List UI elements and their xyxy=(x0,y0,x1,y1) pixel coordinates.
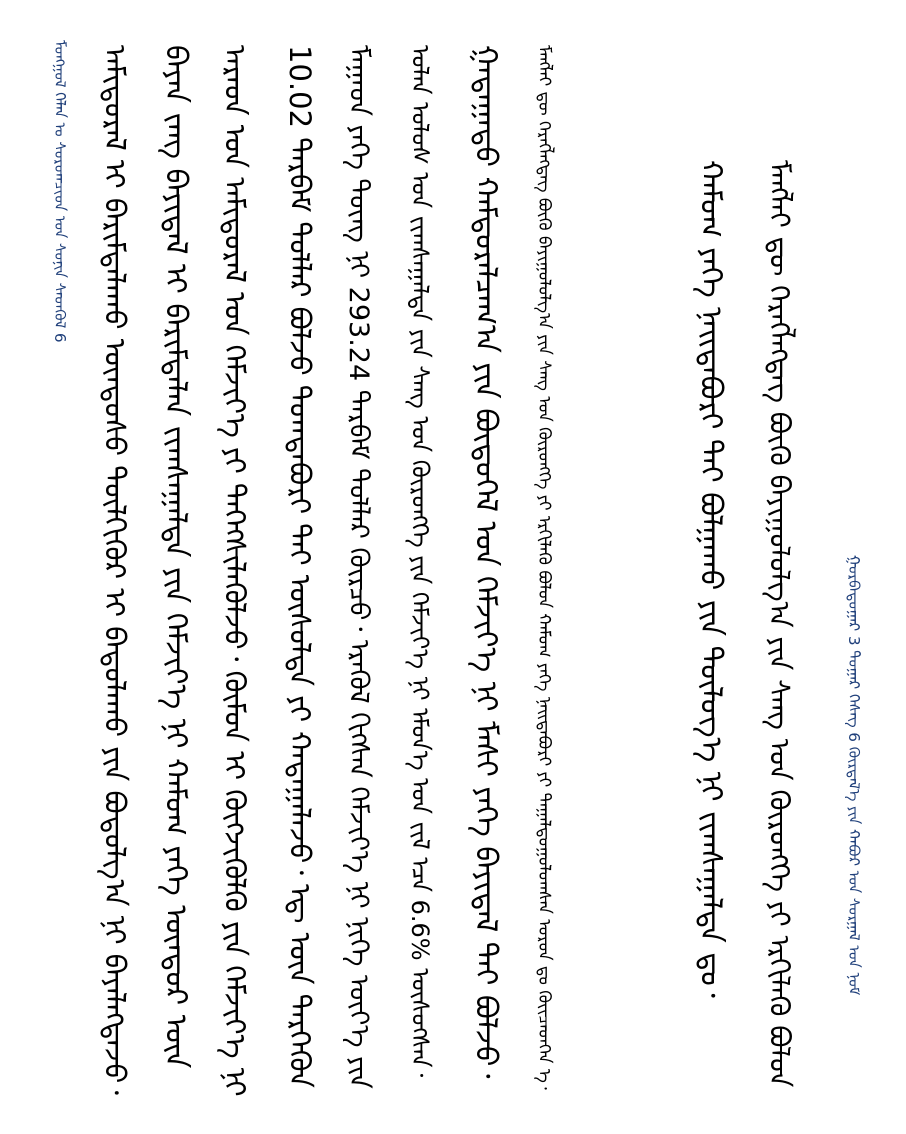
body-line-3: ᠠᠷᠠᠳ ᠤᠨ ᠠᠮᠢᠳᠤᠷᠠᠯ ᠤᠨ ᠬᠡᠮᠵᠢᠶ᠎ᠡ ᠶᠢ ᠳᠡᠭᠡᠭᠰᠢᠯᠡᠭᠦᠯᠵᠦ᠂ ᠬᠦᠮᠦᠨ ᠢ ᠬᠥᠭᠵᠢᠭᠦᠯᠬᠦ ᠶᠢᠨ ᠬᠡᠮᠵᠢᠶ᠎ᠡ ᠨᠢ xyxy=(218,45,252,1097)
body-line-1: ᠠᠮᠢᠳᠤᠷᠠᠯ ᠢ ᠪᠠᠷᠢᠮᠲᠠᠯᠠᠬᠤ ᠦᠨᠳᠦᠰᠦ ᠲᠦᠯᠬᠢᠭᠦᠷ ᠢ ᠪᠠᠲᠤᠯᠠᠬᠤ ᠶᠢᠨ ᠪᠣᠳᠤᠯᠭ᠎ᠠ ᠨᠢ ᠪᠡᠶᠡᠯᠡᠭᠳᠡᠵᠦ᠂ xyxy=(98,45,132,1095)
body-line-7: ᠭᠠᠳᠠᠭᠠᠳᠤ ᠬᠠᠮᠲᠤᠷᠠᠯᠴᠠᠭ᠎ᠠ ᠶᠢᠨ ᠪᠦᠲᠦᠭᠡᠯ ᠤᠨ ᠬᠡᠮᠵᠢᠶ᠎ᠡ ᠨᠢ ᠮᠠᠰᠢ ᠶᠡᠬᠡ ᠪᠠᠶᠢᠳᠠᠯ ᠲᠠᠢ ᠪᠣᠯᠵᠤ᠂ xyxy=(468,45,503,1079)
body-line-8: ᠮᠠᠩᠯᠠᠢ ᠳᠦ ᠬᠡᠷᠡᠭᠯᠡᠭᠳᠡᠭ ᠪᠦᠬᠦ ᠪᠠᠶᠢᠭᠤᠯᠤᠯᠭ᠎ᠠ ᠶᠢᠨ ᠰᠠᠩ ᠤᠨ ᠬᠥᠷᠦᠩᠭᠡ ᠶᠢ ᠡᠷᠬᠢᠯᠡᠬᠦ ᠪᠣᠯᠣᠨ ᠬᠠᠮᠤᠭ ᠶᠡᠬᠡ ᠨᠠᠢᠳᠠᠪᠤᠷᠢ ᠶᠢ ᠳᠠᠭᠠᠯᠳᠤᠭᠤᠯᠤᠭᠰᠠᠨ ᠣᠷᠤᠨ ᠳᠤ ᠭᠦᠢᠴᠡᠳᠬᠡᠨ ᠡ᠂ xyxy=(534,45,554,1090)
body-line-6: ᠣᠯᠠᠨ ᠤᠯᠤᠰ ᠤᠨ ᠵᠢᠭᠰᠠᠭᠠᠯᠲᠠ ᠶᠢᠨ ᠰᠠᠩ ᠤᠨ ᠬᠥᠷᠦᠩᠭᠡ ᠶᠢᠨ ᠬᠡᠮᠵᠢᠶ᠎ᠡ ᠨᠢ ᠡᠮᠦᠨ᠎ᠡ ᠤᠨ ᠵᠢᠯ ᠡᠴᠡ 6.6% ᠥᠰᠦᠭᠰᠡᠨ᠂ xyxy=(406,45,434,1078)
body-line-4: 10.02 ᠲᠡᠷᠪᠡᠮ ᠳᠣᠯᠯᠠᠷ ᠪᠣᠯᠵᠤ ᠲᠣᠭᠲᠠᠪᠤᠷᠢ ᠲᠠᠢ ᠥᠰᠦᠯᠲᠡ ᠶᠢ ᠬᠠᠳᠠᠭᠠᠯᠠᠵᠤ᠂ ᠡᠳ᠋ ᠦᠨ ᠲᠡᠷᠭᠡᠭᠦᠨ xyxy=(283,45,317,1088)
body-line-2: ᠪᠠᠶᠠᠨ ᠵᠠᠩ ᠪᠠᠶᠢᠳᠠᠯ ᠢ ᠪᠠᠷᠢᠮᠲᠠᠯᠠᠨ ᠵᠢᠭᠰᠠᠭᠠᠯᠲᠠ ᠶᠢᠨ ᠬᠡᠮᠵᠢᠶ᠎ᠡ ᠨᠢ ᠬᠠᠮᠤᠭ ᠶᠡᠬᠡ ᠥᠨᠳᠦᠷ ᠦᠨ xyxy=(158,45,193,1069)
section-heading-line-2: ᠬᠠᠮᠤᠭ ᠶᠡᠬᠡ ᠨᠠᠢᠳᠠᠪᠤᠷᠢ ᠲᠠᠢ ᠪᠣᠯᠭᠠᠬᠤ ᠶᠢᠨ ᠲᠥᠯᠥᠭ᠎ᠡ ᠨᠢ ᠵᠢᠭᠰᠠᠭᠠᠯᠲᠠ ᠳᠤ᠂ xyxy=(693,160,728,998)
body-line-5: ᠮᠠᠭᠠᠳ ᠶᠡᠬᠡ ᠳᠦᠩ ᠨᠢ 293.24 ᠲᠡᠷᠪᠡᠮ ᠳᠣᠯᠯᠠᠷ ᠬᠦᠷᠴᠦ᠂ ᠡᠷᠡᠭᠦᠯ ᠬᠢᠭᠰᠡᠨ ᠬᠡᠮᠵᠢᠶ᠎ᠡ ᠨᠢ ᠨᠢᠭᠡ ᠦᠶ᠎ᠡ ᠶᠢᠨ xyxy=(343,45,374,1089)
section-heading-line-1: ᠮᠠᠩᠯᠠᠢ ᠳᠦ ᠬᠡᠷᠡᠭᠯᠡᠭᠳᠡᠭ ᠪᠦᠬᠦ ᠪᠠᠶᠢᠭᠤᠯᠤᠯᠭ᠎ᠠ ᠶᠢᠨ ᠰᠠᠩ ᠤᠨ ᠬᠥᠷᠦᠩᠭᠡ ᠶᠢ ᠡᠷᠬᠢᠯᠡᠬᠦ ᠪᠣᠯᠣᠨ xyxy=(763,160,796,1088)
running-header-right: ᠭᠤᠷᠪᠠᠳᠤᠭᠠᠷ 3 ᠳᠤᠭᠠᠷ ᠬᠡᠰᠡᠭ 6 ᠬᠦᠷᠲᠡᠯ᠎ᠡ ᠶᠢᠨ ᠬᠠᠪᠤᠷ ᠤᠨ ᠰᠤᠷᠭᠠᠯ ᠤᠨ ᠨᠣᠮ xyxy=(845,555,863,996)
running-header-left: ᠮᠣᠩᠭᠣᠯ ᠬᠡᠯᠡᠨ ᠤ ᠰᠤᠷᠤᠭᠴᠢᠳ ᠤᠨ ᠰᠣᠨᠢᠨ ᠰᠡᠳᠬᠦᠯ 6 xyxy=(51,40,69,343)
